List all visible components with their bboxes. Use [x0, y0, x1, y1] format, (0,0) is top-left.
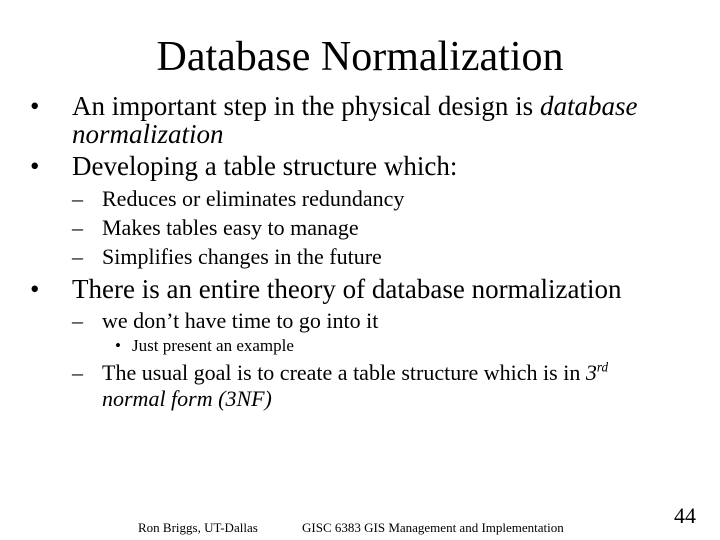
dash-marker: – [72, 186, 83, 211]
sub-bullet-text [102, 360, 672, 412]
sub-bullet-item [72, 308, 672, 334]
goal-text-emphasis: normal form (3NF) [102, 386, 272, 411]
dash-marker: – [72, 360, 83, 385]
sub-sub-bullet-text: Just present an example [132, 336, 294, 355]
sub-bullet-text: Simplifies changes in the future [102, 244, 382, 269]
bullet-text-emphasis: database [539, 91, 638, 121]
footer-author: Ron Briggs, UT-Dallas [138, 520, 258, 535]
dash-marker: – [72, 215, 83, 240]
footer-course: GISC 6383 GIS Management and Implementation [302, 520, 564, 535]
bullet-text [72, 92, 690, 148]
goal-text-plain: The usual goal is to create a table structure which is in [102, 360, 586, 385]
bullet-marker: • [30, 91, 40, 121]
goal-text-superscript: rd [596, 359, 609, 375]
bullet-item-normalization-theory [30, 275, 690, 303]
sub-sub-bullet-item [115, 336, 615, 356]
sub-bullet-text: Makes tables easy to manage [102, 215, 359, 240]
dash-marker: – [72, 244, 83, 269]
sub-bullet-item [72, 244, 672, 270]
sub-bullet-text: Reduces or eliminates redundancy [102, 186, 405, 211]
bullet-text: Developing a table structure which: [72, 151, 458, 181]
bullet-item-table-structure [30, 152, 690, 180]
bullet-text: There is an entire theory of database normalization [72, 274, 622, 304]
bullet-item-physical-design [30, 92, 690, 148]
bullet-marker: • [30, 151, 40, 181]
sub-bullet-item [72, 215, 672, 241]
sub-bullet-item-goal [72, 360, 672, 412]
bullet-marker: • [115, 336, 121, 355]
bullet-text-emphasis-line2: normalization [72, 119, 224, 149]
page-number: 44 [674, 503, 696, 528]
bullet-text-plain: An important step in the physical design is [72, 91, 540, 121]
sub-bullet-text: we don’t have time to go into it [102, 308, 379, 333]
sub-bullet-item [72, 186, 672, 212]
goal-text-ordinal: 3 [585, 360, 597, 385]
slide-title: Database Normalization [156, 34, 564, 80]
dash-marker: – [72, 308, 83, 333]
bullet-marker: • [30, 274, 40, 304]
